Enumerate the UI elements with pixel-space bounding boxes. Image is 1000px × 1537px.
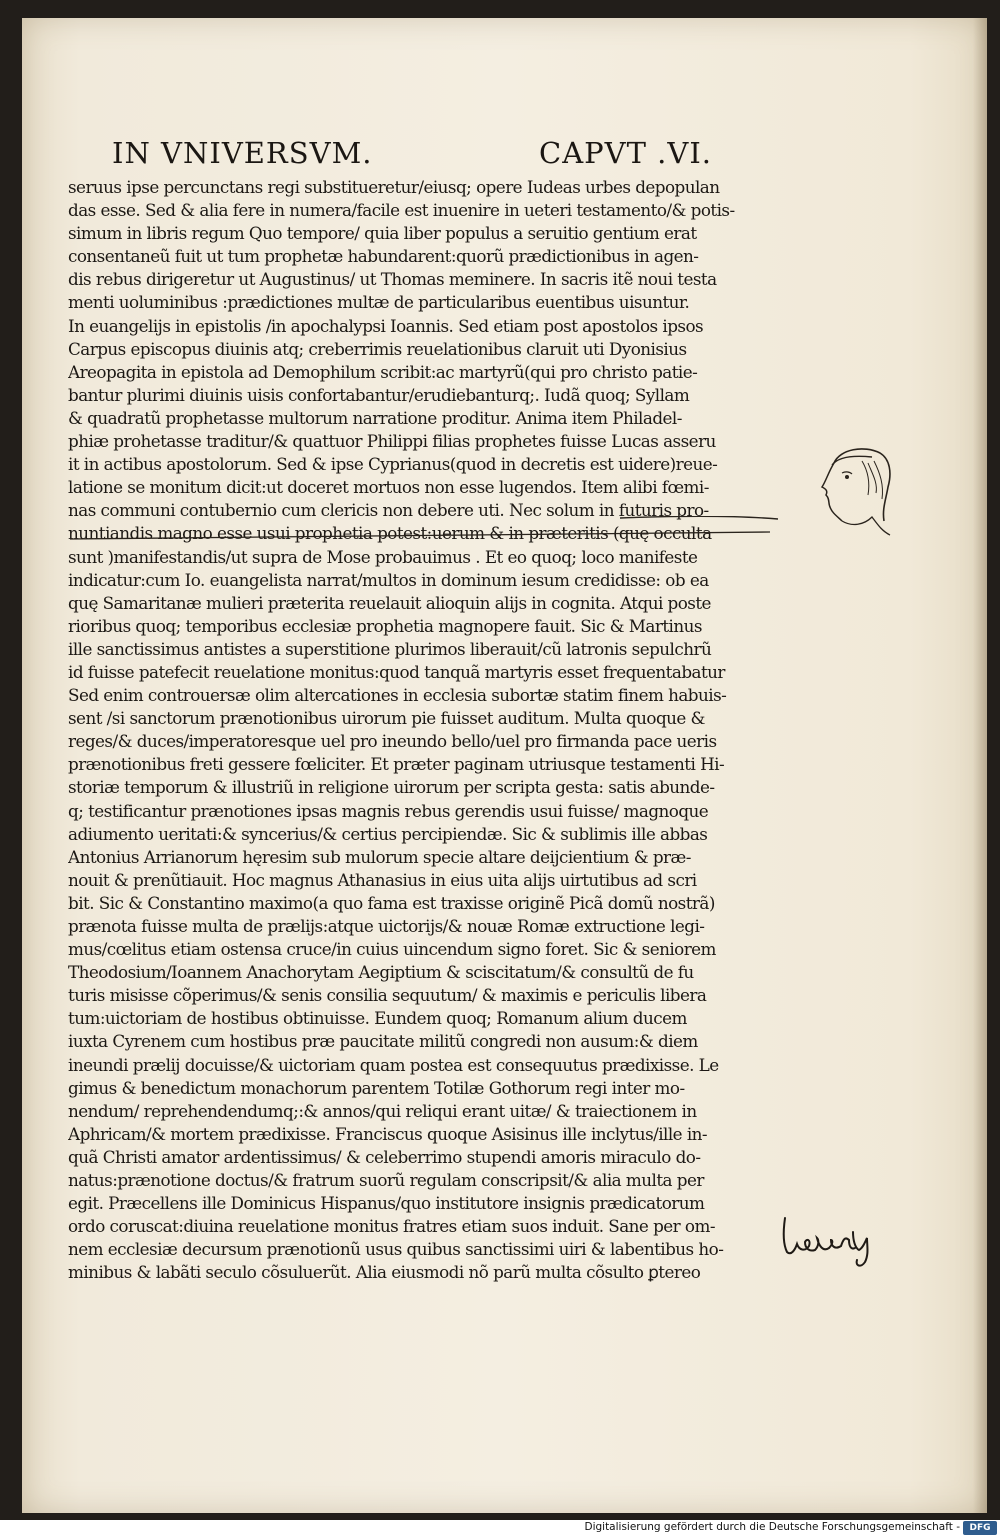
text-line: Aphricam/& mortem prædixisse. Franciscus quoque Asisinus ille inclytus/ille in- (68, 1123, 708, 1144)
profile-head-drawing (812, 443, 894, 541)
text-line: nas communi contubernio cum clericis non debere uti. Nec solum in futuris pro- (68, 500, 709, 521)
footer-bar (0, 1520, 1000, 1537)
book-page (22, 18, 987, 1513)
text-line: tum:uictoriam de hostibus obtinuisse. Eundem quoq; Romanum alium ducem (68, 1008, 687, 1029)
text-line: nem ecclesiæ decursum prænotionũ usus quibus sanctissimi uiri & labentibus ho- (68, 1239, 724, 1260)
body-text (68, 176, 780, 1285)
text-line: consentaneũ fuit ut tum prophetæ habundarent:quorũ prædictionibus in agen- (68, 246, 699, 267)
text-line: In euangelijs in epistolis /in apochalypsi Ioannis. Sed etiam post apostolos ipsos (68, 315, 704, 336)
text-line: storiæ temporum & illustriũ in religione uirorum per scripta gesta: satis abunde- (68, 777, 715, 798)
text-line: iuxta Cyrenem cum hostibus præ paucitate militũ congredi non ausum:& diem (68, 1031, 698, 1052)
text-line: ille sanctissimus antistes a superstitione plurimos liberauit/cũ latronis sepulchrũ (68, 638, 712, 659)
footer-credit: Digitalisierung gefördert durch die Deutsche Forschungsgemeinschaft - (584, 1521, 960, 1533)
text-line: indicatur:cum Io. euangelista narrat/multos in dominum iesum credidisse: ob ea (68, 569, 709, 590)
page-edge-shadow (973, 18, 987, 1513)
text-line: gimus & benedictum monachorum parentem Totilæ Gothorum regi inter mo- (68, 1077, 685, 1098)
text-line: minibus & labãti seculo cõsuluerũt. Alia eiusmodi nõ parũ multa cõsulto ꝑtereo (68, 1262, 701, 1283)
text-line: mus/cœlitus etiam ostensa cruce/in cuius uincendum signo foret. Sic & seniorem (68, 939, 716, 960)
text-line: nouit & prenũtiauit. Hoc magnus Athanasius in eius uita alijs uirtutibus ad scri (68, 869, 697, 890)
text-line: prænota fuisse multa de prælijs:atque uictorijs/& nouæ Romæ extructione legi- (68, 916, 705, 936)
text-line: seruus ipse percunctans regi substitueretur/eiusq; opere Iudeas urbes depopulan (68, 177, 720, 197)
text-line: Sed enim controuersæ olim altercationes in ecclesia subortæ statim finem habuis- (68, 685, 727, 706)
text-line: bantur plurimi diuinis uisis confortabantur/erudiebanturq;. Iudã quoq; Syllam (68, 384, 690, 405)
text-line: q; testificantur prænotiones ipsas magnis rebus gerendis usui fuisse/ magnoque (68, 800, 709, 821)
text-line: egit. Præcellens ille Dominicus Hispanus/quo institutore insignis prædicatorum (68, 1193, 705, 1214)
text-line: simum in libris regum Quo tempore/ quia liber populus a seruitio gentium erat (68, 223, 697, 244)
text-line: sent /si sanctorum prænotionibus uirorum pie fuisset auditum. Multa quoque & (68, 708, 705, 729)
text-line: ineundi prælij docuisse/& uictoriam quam postea est consequutus prædixisse. Le (68, 1054, 719, 1075)
text-line: it in actibus apostolorum. Sed & ipse Cyprianus(quod in decretis est uidere)reue- (68, 454, 718, 475)
running-head (112, 136, 712, 180)
text-line: id fuisse patefecit reuelatione monitus:quod tanquã martyris esset frequentabatur (68, 661, 725, 682)
text-line: rioribus quoq; temporibus ecclesiæ prophetia magnopere fauit. Sic & Martinus (68, 615, 702, 636)
text-line: prænotionibus freti gessere fœliciter. Et præter paginam utriusque testamenti Hi- (68, 754, 725, 775)
text-line: ordo coruscat:diuina reuelatione monitus fratres etiam suos induit. Sane per om- (68, 1216, 715, 1237)
text-line: Areopagita in epistola ad Demophilum scribit:ac martyrũ(qui pro christo patie- (68, 361, 698, 382)
text-line: das esse. Sed & alia fere in numera/facile est inuenire in ueteri testamento/& potis- (68, 200, 735, 221)
text-line: adiumento ueritati:& syncerius/& certius percipiendæ. Sic & sublimis ille abbas (68, 823, 708, 844)
text-line: quã Christi amator ardentissimus/ & celeberrimo stupendi amoris miraculo do- (68, 1146, 701, 1167)
text-line: Antonius Arrianorum hęresim sub mulorum specie altare deijcientium & præ- (68, 846, 691, 867)
text-line: nendum/ reprehendendumq;:& annos/qui reliqui erant uitæ/ & traiectionem in (68, 1100, 697, 1121)
marginal-handwriting (779, 1210, 889, 1270)
text-line: turis misisse cõperimus/& senis consilia sequutum/ & maximis e periculis libera (68, 985, 707, 1006)
text-line: quę Samaritanæ mulieri præterita reuelauit alioquin alijs in cognita. Atqui poste (68, 592, 711, 613)
text-line: Carpus episcopus diuinis atq; creberrimis reuelationibus claruit uti Dyonisius (68, 338, 687, 359)
text-line: & quadratũ prophetasse multorum narratione proditur. Anima item Philadel- (68, 407, 682, 428)
running-head-left: IN VNIVERSVM. (112, 136, 373, 170)
text-line: nuntiandis magno esse usui prophetia potest:uerum & in præteritis (quę occulta (68, 523, 712, 544)
text-line: dis rebus dirigeretur ut Augustinus/ ut Thomas meminere. In sacris itẽ noui testa (68, 269, 717, 290)
marginal-handwriting-text: labentis (779, 1210, 784, 1211)
text-line: menti uoluminibus :prædictiones multæ de particularibus euentibus uisuntur. (68, 292, 690, 313)
text-line: natus:prænotione doctus/& fratrum suorũ regulam conscripsit/& alia multa per (68, 1170, 704, 1191)
text-line: sunt )manifestandis/ut supra de Mose probauimus . Et eo quoq; loco manifeste (68, 546, 698, 567)
text-line: latione se monitum dicit:ut doceret mortuos non esse lugendos. Item alibi fœmi- (68, 477, 709, 498)
text-line: reges/& duces/imperatoresque uel pro ineundo bello/uel pro firmanda pace ueris (68, 731, 717, 752)
text-line: phiæ prohetasse traditur/& quattuor Philippi filias prophetes fuisse Lucas asseru (68, 431, 716, 452)
text-line: Theodosium/Ioannem Anachorytam Aegiptium & sciscitatum/& consultũ de fu (68, 962, 694, 983)
text-line: bit. Sic & Constantino maximo(a quo fama est traxisse originẽ Picã domũ nostrã) (68, 892, 715, 913)
dfg-logo: DFG (963, 1521, 997, 1535)
running-head-right: CAPVT .VI. (539, 136, 712, 170)
